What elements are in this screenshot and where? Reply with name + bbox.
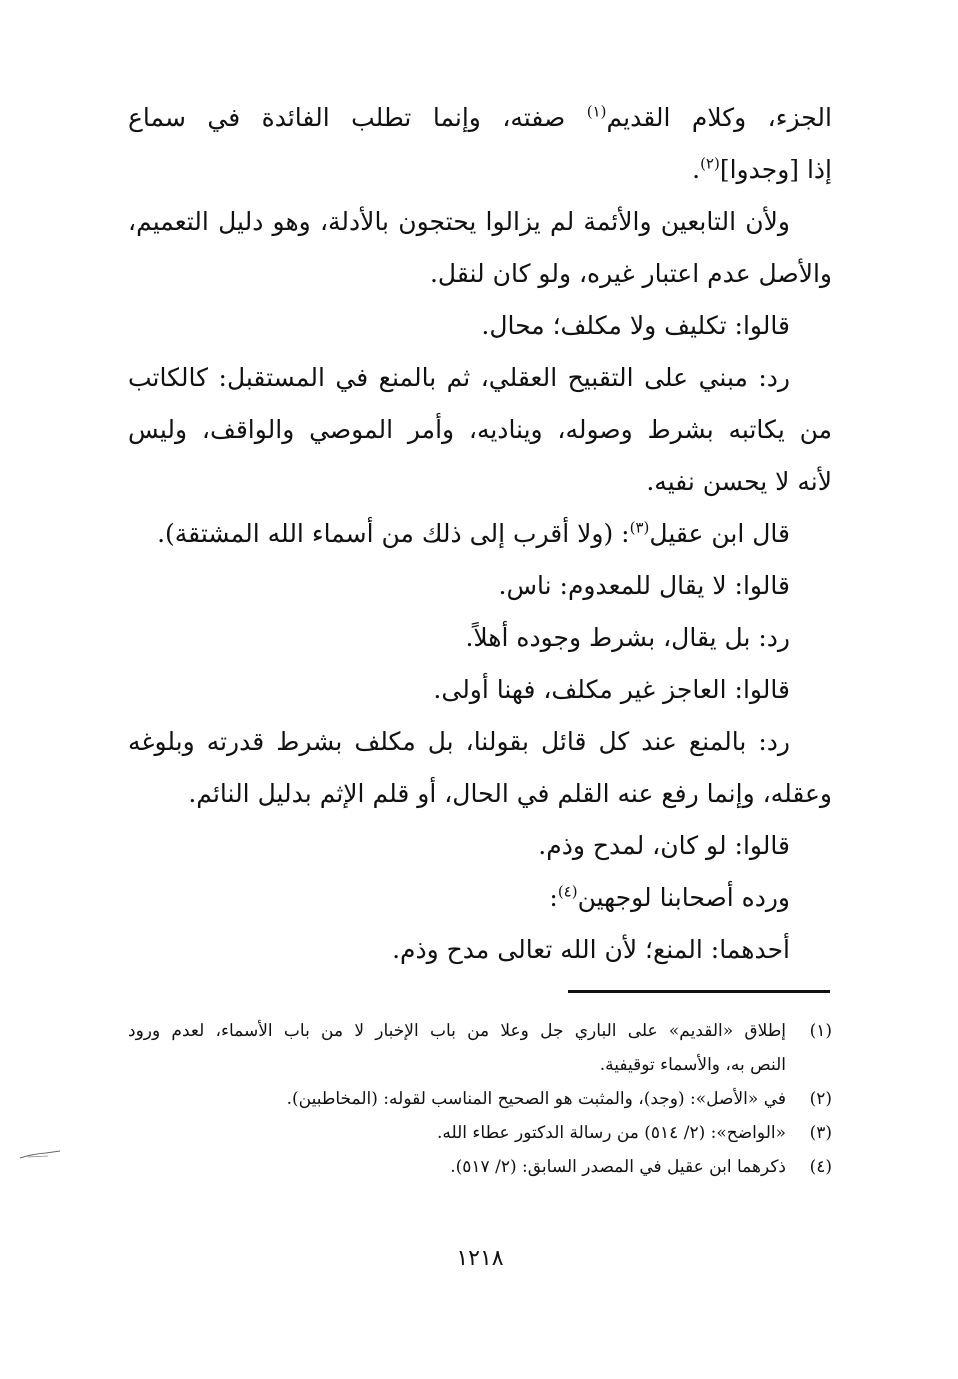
footnote-item xyxy=(128,1116,832,1150)
footnote-line: النص به، والأسماء توقيفية. xyxy=(599,1055,786,1075)
footnote-ref[interactable]: (٣) xyxy=(629,518,650,537)
main-text xyxy=(128,92,832,976)
text-span: . xyxy=(692,155,701,184)
footnote-ref[interactable]: (١) xyxy=(586,102,607,121)
footnote-separator xyxy=(568,990,830,993)
text-line: والأصل عدم اعتبار غيره، ولو كان لنقل. xyxy=(429,259,832,288)
text-line: وعقله، وإنما رفع عنه القلم في الحال، أو قلم الإثم بدليل النائم. xyxy=(188,779,832,808)
footnote-item xyxy=(128,1150,832,1184)
footnote-text xyxy=(128,1082,786,1116)
text-line: رد: بالمنع عند كل قائل بقولنا، بل مكلف بشرط قدرته وبلوغه xyxy=(128,727,790,756)
text-line: قالوا: لو كان، لمدح وذم. xyxy=(538,831,790,860)
footnote-ref[interactable]: (٤) xyxy=(557,882,578,901)
text-line xyxy=(128,92,832,144)
text-line: رد: مبني على التقبيح العقلي، ثم بالمنع في المستقبل: كالكاتب xyxy=(128,363,790,392)
text-line: لأنه لا يحسن نفيه. xyxy=(646,467,832,496)
text-span: الجزء، وكلام القديم xyxy=(606,103,832,132)
footnote-ref[interactable]: (٢) xyxy=(700,154,720,173)
text-line xyxy=(128,144,832,196)
text-line xyxy=(128,508,832,560)
footnote-line: في «الأصل»: (وجد)، والمثبت هو الصحيح المناسب لقوله: (المخاطبين). xyxy=(286,1089,786,1109)
footnote-line: ذكرهما ابن عقيل في المصدر السابق: (٢/ ٥١٧). xyxy=(450,1157,786,1177)
text-line: أحدهما: المنع؛ لأن الله تعالى مدح وذم. xyxy=(392,935,790,964)
scan-artifact-mark xyxy=(18,1148,62,1162)
footnote-text xyxy=(128,1014,786,1082)
text-line xyxy=(128,872,832,924)
text-span: ورده أصحابنا لوجهين xyxy=(577,883,790,912)
text-line: ولأن التابعين والأئمة لم يزالوا يحتجون بالأدلة، وهو دليل التعميم، xyxy=(128,207,790,236)
footnote-number: (١) xyxy=(809,1021,832,1041)
footnote-text xyxy=(128,1116,786,1150)
text-line: من يكاتبه بشرط وصوله، ويناديه، وأمر الموصي والواقف، وليس xyxy=(128,415,832,444)
text-span: : xyxy=(549,883,558,912)
text-span: : (ولا أقرب إلى ذلك من أسماء الله المشتقة). xyxy=(157,519,630,548)
text-span: إذا [وجدوا] xyxy=(719,155,832,184)
text-span: صفته، وإنما تطلب الفائدة في سماع xyxy=(128,103,566,132)
text-line: رد: بل يقال، بشرط وجوده أهلاً. xyxy=(465,623,790,652)
footnote-text xyxy=(128,1150,786,1184)
text-line: قالوا: تكليف ولا مكلف؛ محال. xyxy=(481,311,790,340)
footnote-item xyxy=(128,1014,832,1082)
text-line: قالوا: لا يقال للمعدوم: ناس. xyxy=(498,571,790,600)
footnote-number: (٢) xyxy=(809,1089,832,1109)
text-span: قال ابن عقيل xyxy=(649,519,790,548)
page-number: ١٢١٨ xyxy=(456,1246,504,1271)
footnote-line: «الواضح»: (٢/ ٥١٤) من رسالة الدكتور عطاء الله. xyxy=(436,1123,786,1143)
text-line: قالوا: العاجز غير مكلف، فهنا أولى. xyxy=(433,675,790,704)
footnote-number: (٣) xyxy=(809,1123,832,1143)
footnote-line: إطلاق «القديم» على الباري جل وعلا من باب الإخبار لا من باب الأسماء، لعدم ورود xyxy=(128,1021,786,1041)
footnote-number: (٤) xyxy=(809,1157,832,1177)
footnote-item xyxy=(128,1082,832,1116)
footnotes-section xyxy=(128,1014,832,1184)
